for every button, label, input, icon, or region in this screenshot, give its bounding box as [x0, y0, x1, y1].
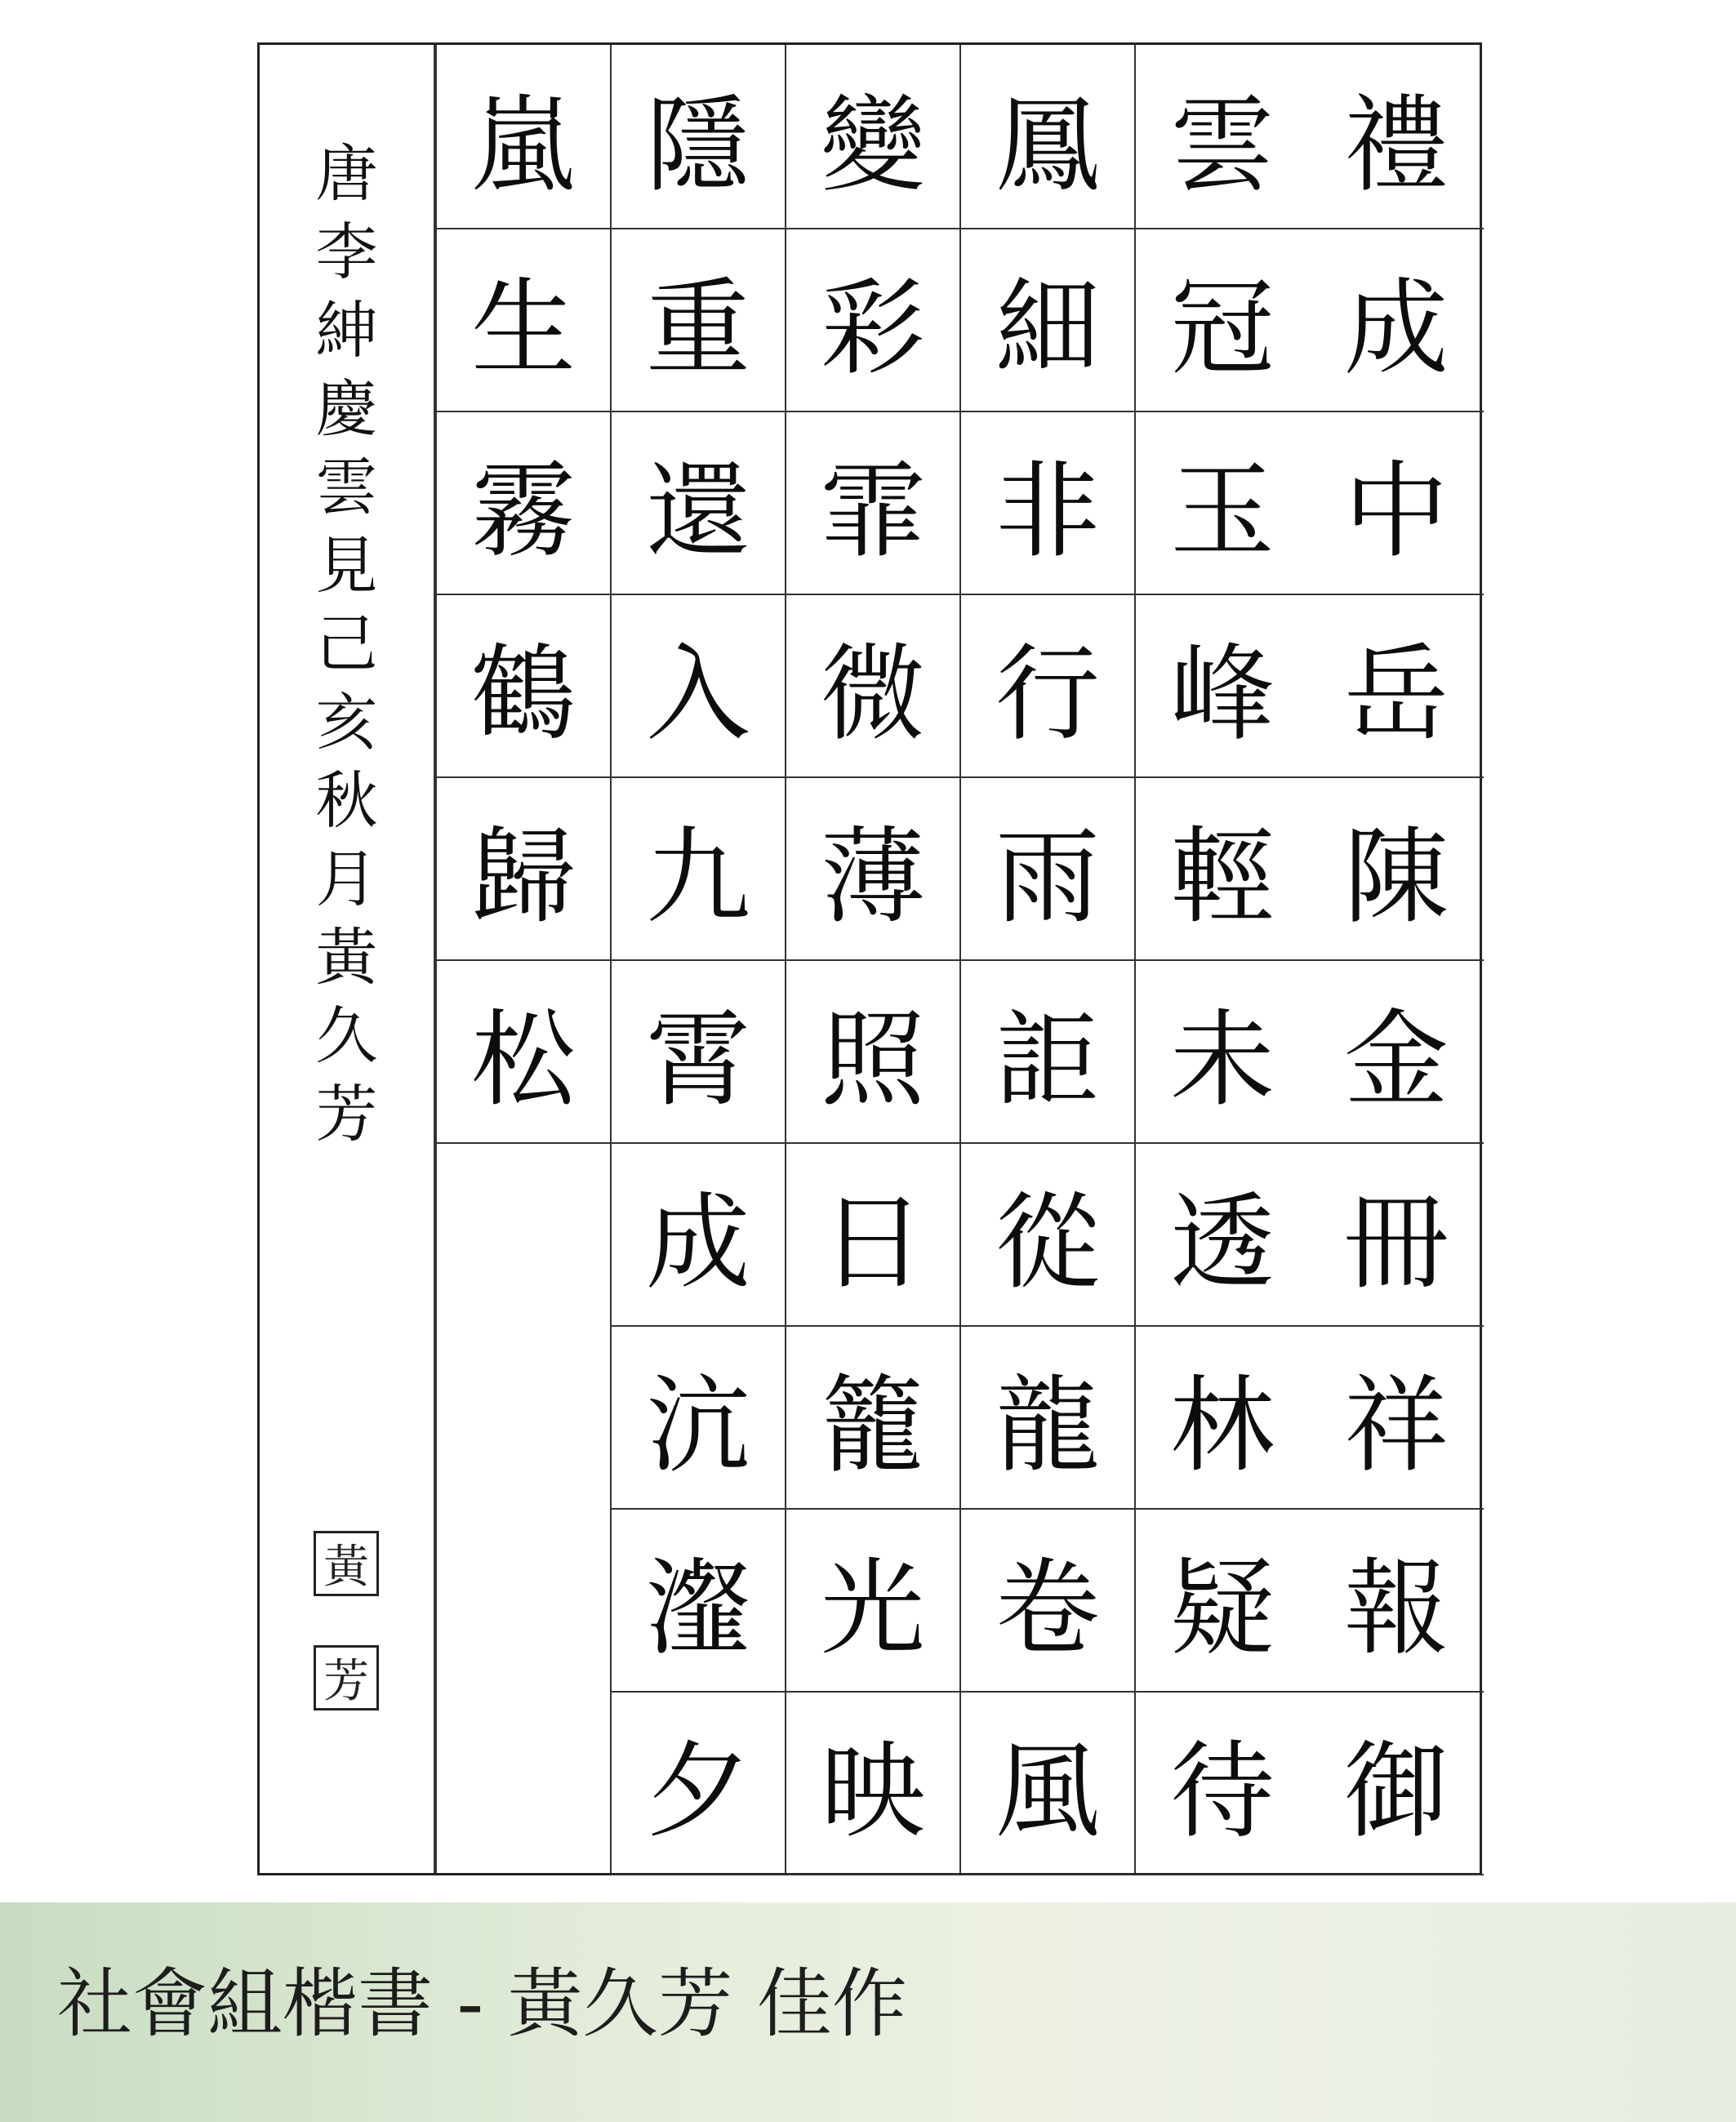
poem-character: 霏 — [820, 451, 925, 572]
sig-char: 見 — [315, 529, 378, 602]
poem-character: 雲 — [1169, 85, 1275, 207]
poem-character: 禮 — [1343, 85, 1449, 207]
poem-character: 瀣 — [645, 1548, 750, 1670]
poem-character: 峰 — [1169, 634, 1275, 755]
poem-character: 鳳 — [995, 85, 1100, 207]
grid-line — [612, 1874, 785, 1875]
poem-character: 成 — [1343, 268, 1449, 389]
poem-column — [1134, 45, 1309, 1873]
poem-character: 玉 — [1169, 451, 1275, 572]
poem-character: 嵐 — [470, 85, 576, 207]
signature-text — [260, 135, 434, 1154]
poem-character: 未 — [1169, 999, 1275, 1121]
grid-line — [961, 1874, 1134, 1875]
poem-character: 生 — [470, 268, 576, 389]
poem-character: 非 — [995, 451, 1100, 572]
poem-character: 細 — [995, 268, 1100, 389]
poem-character: 金 — [1343, 999, 1449, 1121]
poem-character: 冊 — [1343, 1182, 1449, 1304]
sig-char: 己 — [315, 607, 378, 680]
poem-character: 霄 — [645, 999, 750, 1121]
sig-char: 紳 — [315, 294, 378, 367]
poem-column — [959, 45, 1134, 1873]
poem-character: 風 — [995, 1731, 1100, 1853]
poem-grid — [435, 45, 1480, 1873]
banner-background-decoration — [1143, 1911, 1715, 2115]
poem-character: 冠 — [1169, 268, 1275, 389]
sig-char: 亥 — [315, 686, 378, 758]
poem-character: 透 — [1169, 1182, 1275, 1304]
poem-character: 成 — [645, 1182, 750, 1304]
poem-character: 彩 — [820, 268, 925, 389]
sig-char: 慶 — [315, 372, 378, 445]
poem-character: 薄 — [820, 816, 925, 938]
poem-character: 中 — [1343, 451, 1449, 572]
poem-character: 鶴 — [470, 634, 576, 755]
grid-line — [437, 1142, 610, 1144]
calligraphy-sheet — [257, 42, 1482, 1875]
poem-character: 重 — [645, 268, 750, 389]
poem-character: 祥 — [1343, 1365, 1449, 1487]
poem-character: 映 — [820, 1731, 925, 1853]
sig-char: 芳 — [315, 1078, 378, 1150]
poem-character: 沆 — [645, 1365, 750, 1487]
poem-character: 從 — [995, 1182, 1100, 1304]
poem-character: 詎 — [995, 999, 1100, 1121]
poem-character: 岳 — [1343, 634, 1449, 755]
poem-character: 照 — [820, 999, 925, 1121]
poem-character: 隱 — [645, 85, 750, 207]
sig-char: 李 — [315, 216, 378, 288]
poem-character: 御 — [1343, 1731, 1449, 1853]
poem-character: 林 — [1169, 1365, 1275, 1487]
signature-column — [260, 45, 435, 1873]
poem-column — [435, 45, 610, 1873]
poem-character: 光 — [820, 1548, 925, 1670]
poem-character: 疑 — [1169, 1548, 1275, 1670]
poem-character: 龍 — [995, 1365, 1100, 1487]
grid-line — [1309, 1874, 1484, 1875]
poem-character: 松 — [470, 999, 576, 1121]
poem-character: 日 — [820, 1182, 925, 1304]
sig-char: 月 — [315, 843, 378, 915]
poem-column — [1309, 45, 1484, 1873]
poem-character: 霧 — [470, 451, 576, 572]
seal-stamp: 芳 — [314, 1645, 379, 1711]
poem-character: 報 — [1343, 1548, 1449, 1670]
poem-character: 還 — [645, 451, 750, 572]
poem-character: 陳 — [1343, 816, 1449, 938]
sig-char: 黃 — [315, 921, 378, 994]
sig-char: 唐 — [315, 137, 378, 210]
sig-char: 久 — [315, 999, 378, 1072]
poem-character: 籠 — [820, 1365, 925, 1487]
seal-stamp: 黃 — [314, 1531, 379, 1596]
poem-character: 歸 — [470, 816, 576, 938]
poem-character: 待 — [1169, 1731, 1275, 1853]
poem-character: 行 — [995, 634, 1100, 755]
poem-column — [610, 45, 785, 1873]
poem-character: 九 — [645, 816, 750, 938]
poem-character: 雨 — [995, 816, 1100, 938]
sig-char: 秋 — [315, 764, 378, 837]
caption-title: 社會組楷書 - 黃久芳 佳作 — [57, 1960, 907, 2048]
poem-character: 卷 — [995, 1548, 1100, 1670]
poem-character: 變 — [820, 85, 925, 207]
poem-character: 夕 — [645, 1731, 750, 1853]
sig-char: 雲 — [315, 451, 378, 523]
poem-column — [785, 45, 959, 1873]
poem-character: 微 — [820, 634, 925, 755]
poem-character: 輕 — [1169, 816, 1275, 938]
poem-character: 入 — [645, 634, 750, 755]
grid-line — [786, 1874, 959, 1875]
grid-line — [1136, 1874, 1309, 1875]
